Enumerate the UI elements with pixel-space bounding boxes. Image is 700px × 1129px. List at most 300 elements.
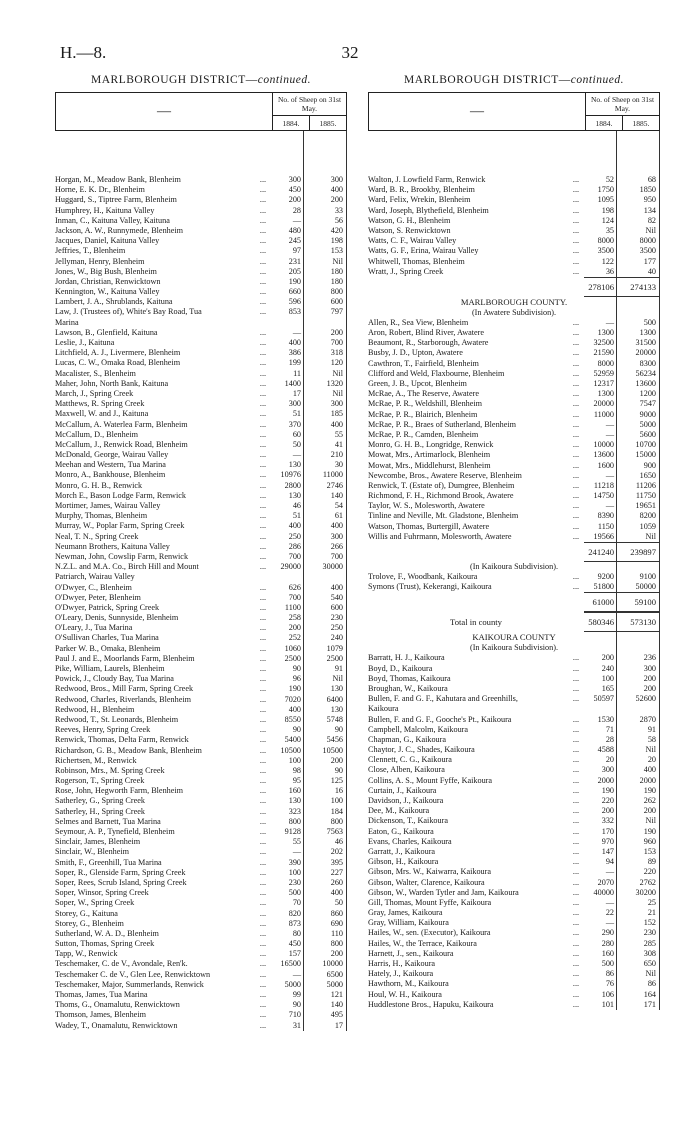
leader-dots: ... (259, 225, 267, 235)
owner-name: Boyd, Thomas, Kaikoura (368, 673, 451, 683)
leader-dots: ... (572, 215, 580, 225)
sheep-1885: 30000 (322, 562, 343, 572)
leader-dots: ... (259, 684, 267, 694)
table-row (55, 654, 347, 664)
table-row (368, 195, 660, 205)
owner-name: Macalister, S., Blenheim (55, 368, 136, 378)
sheep-1884: 1530 (597, 714, 614, 724)
leader-dots: ... (572, 470, 580, 480)
owner-name: Evans, Charles, Kaikoura (368, 836, 452, 846)
total-1884: 241240 (588, 547, 614, 557)
owner-name: Bullen, F. and G. F., Kahutara and Greenhills, (368, 694, 518, 704)
owner-name: Soper, Winsor, Spring Creek (55, 888, 149, 898)
sheep-1884: 200 (288, 623, 301, 633)
sheep-1884: 100 (601, 673, 614, 683)
table-row (55, 318, 347, 328)
table-row (368, 928, 660, 938)
sheep-1885: 56 (334, 215, 343, 225)
sheep-1885: 1650 (639, 470, 656, 480)
sheep-1885: 55 (334, 429, 343, 439)
sheep-1884: — (605, 429, 614, 439)
leader-dots: ... (259, 582, 267, 592)
leader-dots: ... (572, 694, 580, 704)
sheep-1884: 190 (601, 785, 614, 795)
table-row (368, 318, 660, 328)
leader-dots: ... (572, 785, 580, 795)
sheep-1885: 110 (331, 928, 343, 938)
sheep-1885: 600 (330, 602, 343, 612)
leader-dots: ... (572, 908, 580, 918)
sheep-1884: 130 (288, 796, 301, 806)
table-row (368, 216, 660, 226)
sheep-1884: 245 (288, 236, 301, 246)
table-row (368, 440, 660, 450)
sheep-1885: 31500 (635, 338, 656, 348)
table-row (55, 633, 347, 643)
right-column-title: MARLBOROUGH DISTRICT—continued. (404, 74, 624, 86)
leader-dots: ... (259, 888, 267, 898)
sheep-1885: 33 (334, 205, 343, 215)
owner-name: Redwood, Charles, Riverlands, Blenheim (55, 694, 191, 704)
owner-name: Sinclair, James, Blenheim (55, 837, 141, 847)
sheep-1885: 16 (334, 786, 343, 796)
owner-name: Garratt, J., Kaikoura (368, 846, 436, 856)
sheep-1884: 29000 (280, 562, 301, 572)
leader-dots: ... (572, 918, 580, 928)
leader-dots: ... (259, 918, 267, 928)
owner-name: Clennett, C. G., Kaikoura (368, 755, 452, 765)
year-1885-header: 1885. (622, 116, 659, 131)
leader-dots: ... (259, 429, 267, 439)
sheep-1885: 13600 (635, 379, 656, 388)
table-row (368, 796, 660, 806)
sheep-1885: 10500 (322, 745, 343, 755)
leader-dots: ... (572, 205, 580, 215)
owner-name: Thomas, James, Tua Marina (55, 990, 148, 999)
left-column-title: MARLBOROUGH DISTRICT—continued. (91, 74, 311, 86)
table-row (368, 501, 660, 511)
leader-dots: ... (572, 582, 580, 592)
sheep-1884: 28 (605, 734, 614, 744)
sheep-1885: 91 (647, 724, 656, 734)
table-row (368, 969, 660, 979)
page-number: 32 (341, 43, 359, 62)
owner-name: Watson, G. H., Blenheim (368, 215, 451, 225)
sheep-1884: 370 (288, 419, 301, 429)
table-row (55, 1000, 347, 1010)
sheep-1885: 17 (334, 1020, 343, 1030)
subtotal-row (368, 593, 660, 611)
owner-name: Law, J. (Trustees of), White's Bay Road, Tua (55, 307, 202, 317)
leader-dots: ... (572, 755, 580, 765)
leader-dots: ... (259, 755, 267, 765)
sheep-1885: 266 (330, 541, 343, 551)
owner-name: Maher, John, North Bank, Kaituna (55, 378, 169, 388)
total-label: Total in county (450, 617, 502, 628)
owner-name: Huddlestone Bros., Hapuku, Kaikoura (368, 999, 494, 1009)
sheep-1884: 160 (288, 786, 301, 796)
sheep-1885: 8300 (639, 358, 656, 368)
table-row (55, 185, 347, 195)
table-row (368, 1000, 660, 1010)
sheep-1884: — (292, 215, 301, 225)
table-row (368, 949, 660, 959)
leader-dots: ... (259, 368, 267, 378)
owner-name: Jackson, A. W., Runnymede, Blenheim (55, 225, 184, 235)
table-row (368, 246, 660, 256)
table-row (368, 786, 660, 796)
sheep-1884: 450 (288, 185, 301, 195)
table-row (368, 420, 660, 430)
leader-dots: ... (259, 297, 267, 307)
owner-name: Ward, B. R., Brookby, Blenheim (368, 185, 475, 195)
sheep-1885: 30200 (635, 887, 656, 897)
leader-dots: ... (572, 338, 580, 348)
sheep-1884: 300 (601, 765, 614, 775)
owner-name: March, J., Spring Creek (55, 388, 134, 398)
sheep-1884: 157 (288, 949, 301, 959)
year-1885-header: 1885. (309, 116, 346, 131)
owner-name: Green, J. B., Upcot, Blenheim (368, 379, 467, 388)
sheep-1885: 61 (334, 511, 343, 521)
table-row (55, 847, 347, 857)
leader-dots: ... (572, 979, 580, 989)
sheep-1885: 900 (643, 460, 656, 470)
table-row (55, 909, 347, 919)
sheep-1884: 5000 (284, 979, 301, 989)
sheep-1885: 540 (330, 592, 343, 602)
table-row (368, 175, 660, 185)
sheep-1885: 960 (643, 836, 656, 846)
table-row (55, 583, 347, 593)
leader-dots: ... (259, 674, 267, 684)
table-row (55, 389, 347, 399)
total-1885: 59100 (634, 597, 656, 608)
sheep-1885: 177 (643, 256, 656, 266)
sheep-1885: 41 (334, 439, 343, 449)
sheep-1884: 258 (288, 613, 301, 623)
owner-name: Newcombe, Bros., Awatere Reserve, Blenheim (368, 470, 522, 480)
sheep-1885: 2870 (639, 714, 656, 724)
leader-dots: ... (259, 623, 267, 633)
owner-name: Symons (Trust), Kekerangi, Kaikoura (368, 582, 492, 592)
sheep-1884: — (292, 450, 301, 460)
sheep-1884: 99 (292, 990, 301, 999)
owner-name: Murray, W., Poplar Farm, Spring Creek (55, 521, 185, 531)
table-row (368, 359, 660, 369)
owner-name: Gill, Thomas, Mount Fyffe, Kaikoura (368, 897, 492, 907)
owner-name: Harris, H., Kaikoura (368, 959, 436, 968)
sheep-1885: 90 (334, 765, 343, 775)
owner-name: Thomson, James, Blenheim (55, 1010, 146, 1020)
sheep-count-header: No. of Sheep on 31st May. (273, 93, 347, 116)
sheep-1885: 800 (330, 816, 343, 826)
sheep-1885: 400 (330, 419, 343, 429)
sheep-1884: 96 (292, 674, 301, 684)
sheep-1885: 1079 (326, 643, 343, 653)
sheep-1885: 200 (330, 949, 343, 959)
sheep-1884: 853 (288, 307, 301, 317)
leader-dots: ... (259, 511, 267, 521)
table-row (55, 542, 347, 552)
sheep-1884: 626 (288, 582, 301, 592)
sheep-1885: 7563 (326, 827, 343, 836)
sheep-1884: 220 (601, 796, 614, 805)
sheep-1884: 86 (605, 969, 614, 979)
leader-dots: ... (259, 765, 267, 775)
table-row (368, 979, 660, 989)
leader-dots: ... (259, 521, 267, 531)
sheep-1885: 1300 (639, 328, 656, 338)
owner-name: Bullen, F. and G. F., Gooche's Pt., Kaikoura (368, 714, 512, 724)
leader-dots: ... (259, 704, 267, 714)
leader-dots: ... (572, 409, 580, 419)
leader-dots: ... (572, 877, 580, 887)
sheep-1884: 300 (288, 399, 301, 409)
owner-name: Campbell, Malcolm, Kaikoura (368, 724, 469, 734)
sheep-1884: 290 (601, 928, 614, 938)
owner-name: Gibson, Mrs. W., Kaiwarra, Kaikoura (368, 867, 492, 877)
table-row (55, 287, 347, 297)
table-row (368, 511, 660, 521)
sheep-1884: 97 (292, 246, 301, 256)
leader-dots: ... (259, 898, 267, 908)
owner-name: Willis and Fuhrmann, Molesworth, Awatere (368, 531, 512, 541)
leader-dots: ... (259, 928, 267, 938)
owner-name: Horgan, M., Meadow Bank, Blenheim (55, 175, 181, 184)
sheep-1884: 13600 (593, 450, 614, 460)
sheep-1884: 200 (288, 195, 301, 205)
leader-dots: ... (572, 389, 580, 399)
sheep-1885: 10000 (322, 959, 343, 969)
name-column-header: — (56, 93, 273, 131)
sheep-1885: 130 (330, 704, 343, 714)
sheep-1884: 100 (288, 867, 301, 877)
owner-name: McDonald, George, Wairau Valley (55, 450, 169, 460)
sheep-1885: 91 (334, 664, 343, 673)
sheep-1885: 202 (330, 847, 343, 857)
leader-dots: ... (259, 531, 267, 541)
subdivision-heading: (In Kaikoura Subdivision). (469, 643, 558, 653)
sheep-1885: 420 (330, 225, 343, 235)
owner-name: Hailes, W., the Terrace, Kaikoura (368, 938, 477, 948)
owner-name: Jones, W., Big Bush, Blenheim (55, 266, 157, 276)
sheep-1884: 94 (605, 857, 614, 867)
owner-name: Allen, R., Sea View, Blenheim (368, 317, 469, 327)
table-row (55, 195, 347, 205)
owner-name: Richardson, G. B., Meadow Bank, Blenheim (55, 745, 202, 755)
sheep-1884: 51800 (593, 582, 614, 592)
table-row (368, 725, 660, 735)
owner-name: Ward, Felix, Wrekin, Blenheim (368, 195, 471, 205)
owner-name: Soper, W., Spring Creek (55, 898, 135, 908)
right-column (368, 74, 660, 1010)
sheep-1884: 400 (288, 338, 301, 347)
sheep-1885: Nil (645, 225, 656, 235)
county-heading: MARLBOROUGH COUNTY. (460, 296, 568, 307)
leader-dots: ... (572, 989, 580, 999)
table-row (55, 746, 347, 756)
table-row (55, 216, 347, 226)
owner-name: Satherley, H., Spring Creek (55, 806, 145, 816)
sheep-1884: — (605, 501, 614, 511)
leader-dots: ... (259, 185, 267, 195)
sheep-1884: 90 (292, 664, 301, 673)
subtotal-row (368, 278, 660, 296)
sheep-1885: 8200 (639, 511, 656, 521)
sheep-1884: 7020 (284, 694, 301, 704)
leader-dots: ... (259, 338, 267, 347)
leader-dots: ... (572, 765, 580, 775)
table-row (55, 532, 347, 542)
sheep-1884: — (605, 897, 614, 907)
total-1885: 573130 (630, 617, 656, 628)
leader-dots: ... (259, 266, 267, 276)
left-column (55, 74, 347, 1031)
total-1884: 61000 (592, 597, 614, 608)
leader-dots: ... (572, 928, 580, 938)
leader-dots: ... (259, 480, 267, 490)
owner-name: Satherley, G., Spring Creek (55, 796, 145, 806)
owner-name: Dickenson, T., Kaikoura (368, 816, 448, 826)
owner-name: Watson, S. Renwicktown (368, 225, 451, 235)
leader-dots: ... (259, 867, 267, 877)
owner-name: Renwick, T. (Estate of), Dumgree, Blenheim (368, 480, 515, 490)
leader-dots: ... (259, 287, 267, 297)
sheep-1885: 1850 (639, 185, 656, 195)
owner-name: Beaumont, R., Starborough, Awatere (368, 338, 489, 348)
table-row (55, 236, 347, 246)
table-row (55, 644, 347, 654)
table-row (55, 664, 347, 674)
table-row (55, 878, 347, 888)
owner-name: O'Leary, Denis, Sunnyside, Blenheim (55, 613, 179, 623)
owner-name: Rose, John, Hegworth Farm, Blenheim (55, 786, 184, 796)
sheep-1884: 16500 (280, 959, 301, 969)
table-row (368, 653, 660, 663)
sheep-1884: 240 (601, 663, 614, 673)
leader-dots: ... (259, 409, 267, 419)
sheep-1885: Nil (645, 531, 656, 541)
leader-dots: ... (259, 419, 267, 429)
table-row (55, 1021, 347, 1031)
owner-name: Curtain, J., Kaikoura (368, 785, 437, 795)
sheep-1884: 252 (288, 633, 301, 643)
leader-dots: ... (259, 979, 267, 989)
owner-name: Marina (55, 317, 79, 327)
owner-name: McRae, P. R., Camden, Blenheim (368, 429, 479, 439)
leader-dots: ... (572, 348, 580, 358)
sheep-1885: 68 (647, 175, 656, 184)
table-row (368, 939, 660, 949)
owner-name: O'Dwyer, C., Blenheim (55, 582, 132, 592)
sheep-1885: 200 (330, 327, 343, 337)
sheep-1885: 6400 (326, 694, 343, 704)
leader-dots: ... (572, 897, 580, 907)
table-row (368, 704, 660, 714)
sheep-1884: 300 (288, 175, 301, 184)
sheep-1884: 700 (288, 551, 301, 561)
sheep-1885: 200 (643, 683, 656, 693)
leader-dots: ... (259, 551, 267, 561)
leader-dots: ... (259, 327, 267, 337)
sheep-1885: 171 (643, 999, 656, 1009)
sheep-1884: 51 (292, 409, 301, 419)
leader-dots: ... (259, 643, 267, 653)
sheep-1884: 970 (601, 836, 614, 846)
sheep-1884: 280 (601, 938, 614, 948)
leader-dots: ... (259, 460, 267, 470)
table-row (55, 450, 347, 460)
sheep-1885: 40 (647, 266, 656, 276)
sheep-1884: 76 (605, 979, 614, 989)
owner-name: Sinclair, W., Blenheim (55, 847, 130, 857)
sheep-1884: 36 (605, 266, 614, 276)
leader-dots: ... (259, 745, 267, 755)
sheep-1884: 480 (288, 225, 301, 235)
owner-name: N.Z.L. and M.A. Co., Birch Hill and Mount (55, 562, 199, 572)
table-row (368, 491, 660, 501)
owner-name: Watts, G. F., Erina, Wairau Valley (368, 246, 479, 256)
owner-name: Walton, J. Lowfield Farm, Renwick (368, 175, 486, 184)
owner-name: Busby, J. D., Upton, Awatere (368, 348, 463, 358)
table-row (55, 379, 347, 389)
table-row (368, 522, 660, 532)
table-row (368, 908, 660, 918)
sheep-1884: 101 (601, 999, 614, 1009)
table-row (368, 206, 660, 216)
table-row (55, 756, 347, 766)
sheep-1885: 190 (643, 826, 656, 836)
table-row (368, 450, 660, 460)
leader-dots: ... (259, 857, 267, 867)
sheep-1885: 21 (647, 908, 656, 918)
sheep-count-header: No. of Sheep on 31st May. (586, 93, 660, 116)
sheep-1885: 200 (330, 195, 343, 205)
owner-name: Trolove, F., Woodbank, Kaikoura (368, 572, 478, 581)
sheep-1885: 2746 (326, 480, 343, 490)
sheep-1884: 52959 (593, 368, 614, 378)
table-row (368, 379, 660, 389)
owner-name: McRae, P. R., Braes of Sutherland, Blenheim (368, 419, 517, 429)
leader-dots: ... (572, 368, 580, 378)
owner-name: Jacques, Daniel, Kaituna Valley (55, 236, 160, 246)
leader-dots: ... (572, 999, 580, 1009)
table-row (55, 684, 347, 694)
table-row (55, 613, 347, 623)
table-row (368, 888, 660, 898)
owner-name: Chaytor, J. C., Shades, Kaikoura (368, 745, 475, 755)
leader-dots: ... (572, 175, 580, 184)
owner-name: Morch E., Bason Lodge Farm, Renwick (55, 490, 186, 500)
leader-dots: ... (259, 786, 267, 796)
owner-name: Teschemaker, Major, Summerlands, Renwick (55, 979, 204, 989)
owner-name: Redwood, H., Blenheim (55, 704, 135, 714)
table-row (368, 257, 660, 267)
table-row (55, 226, 347, 236)
leader-dots: ... (259, 276, 267, 286)
owner-name: O'Dwyer, Peter, Blenheim (55, 592, 141, 602)
table-row (55, 837, 347, 847)
sheep-1884: 1300 (597, 328, 614, 338)
owner-name: Mortimer, James, Wairau Valley (55, 501, 161, 510)
leader-dots: ... (572, 531, 580, 541)
leader-dots: ... (259, 847, 267, 857)
sheep-1885: 5748 (326, 714, 343, 724)
table-row (55, 338, 347, 348)
sheep-1885: 400 (330, 185, 343, 195)
sheep-1885: 395 (330, 857, 343, 867)
